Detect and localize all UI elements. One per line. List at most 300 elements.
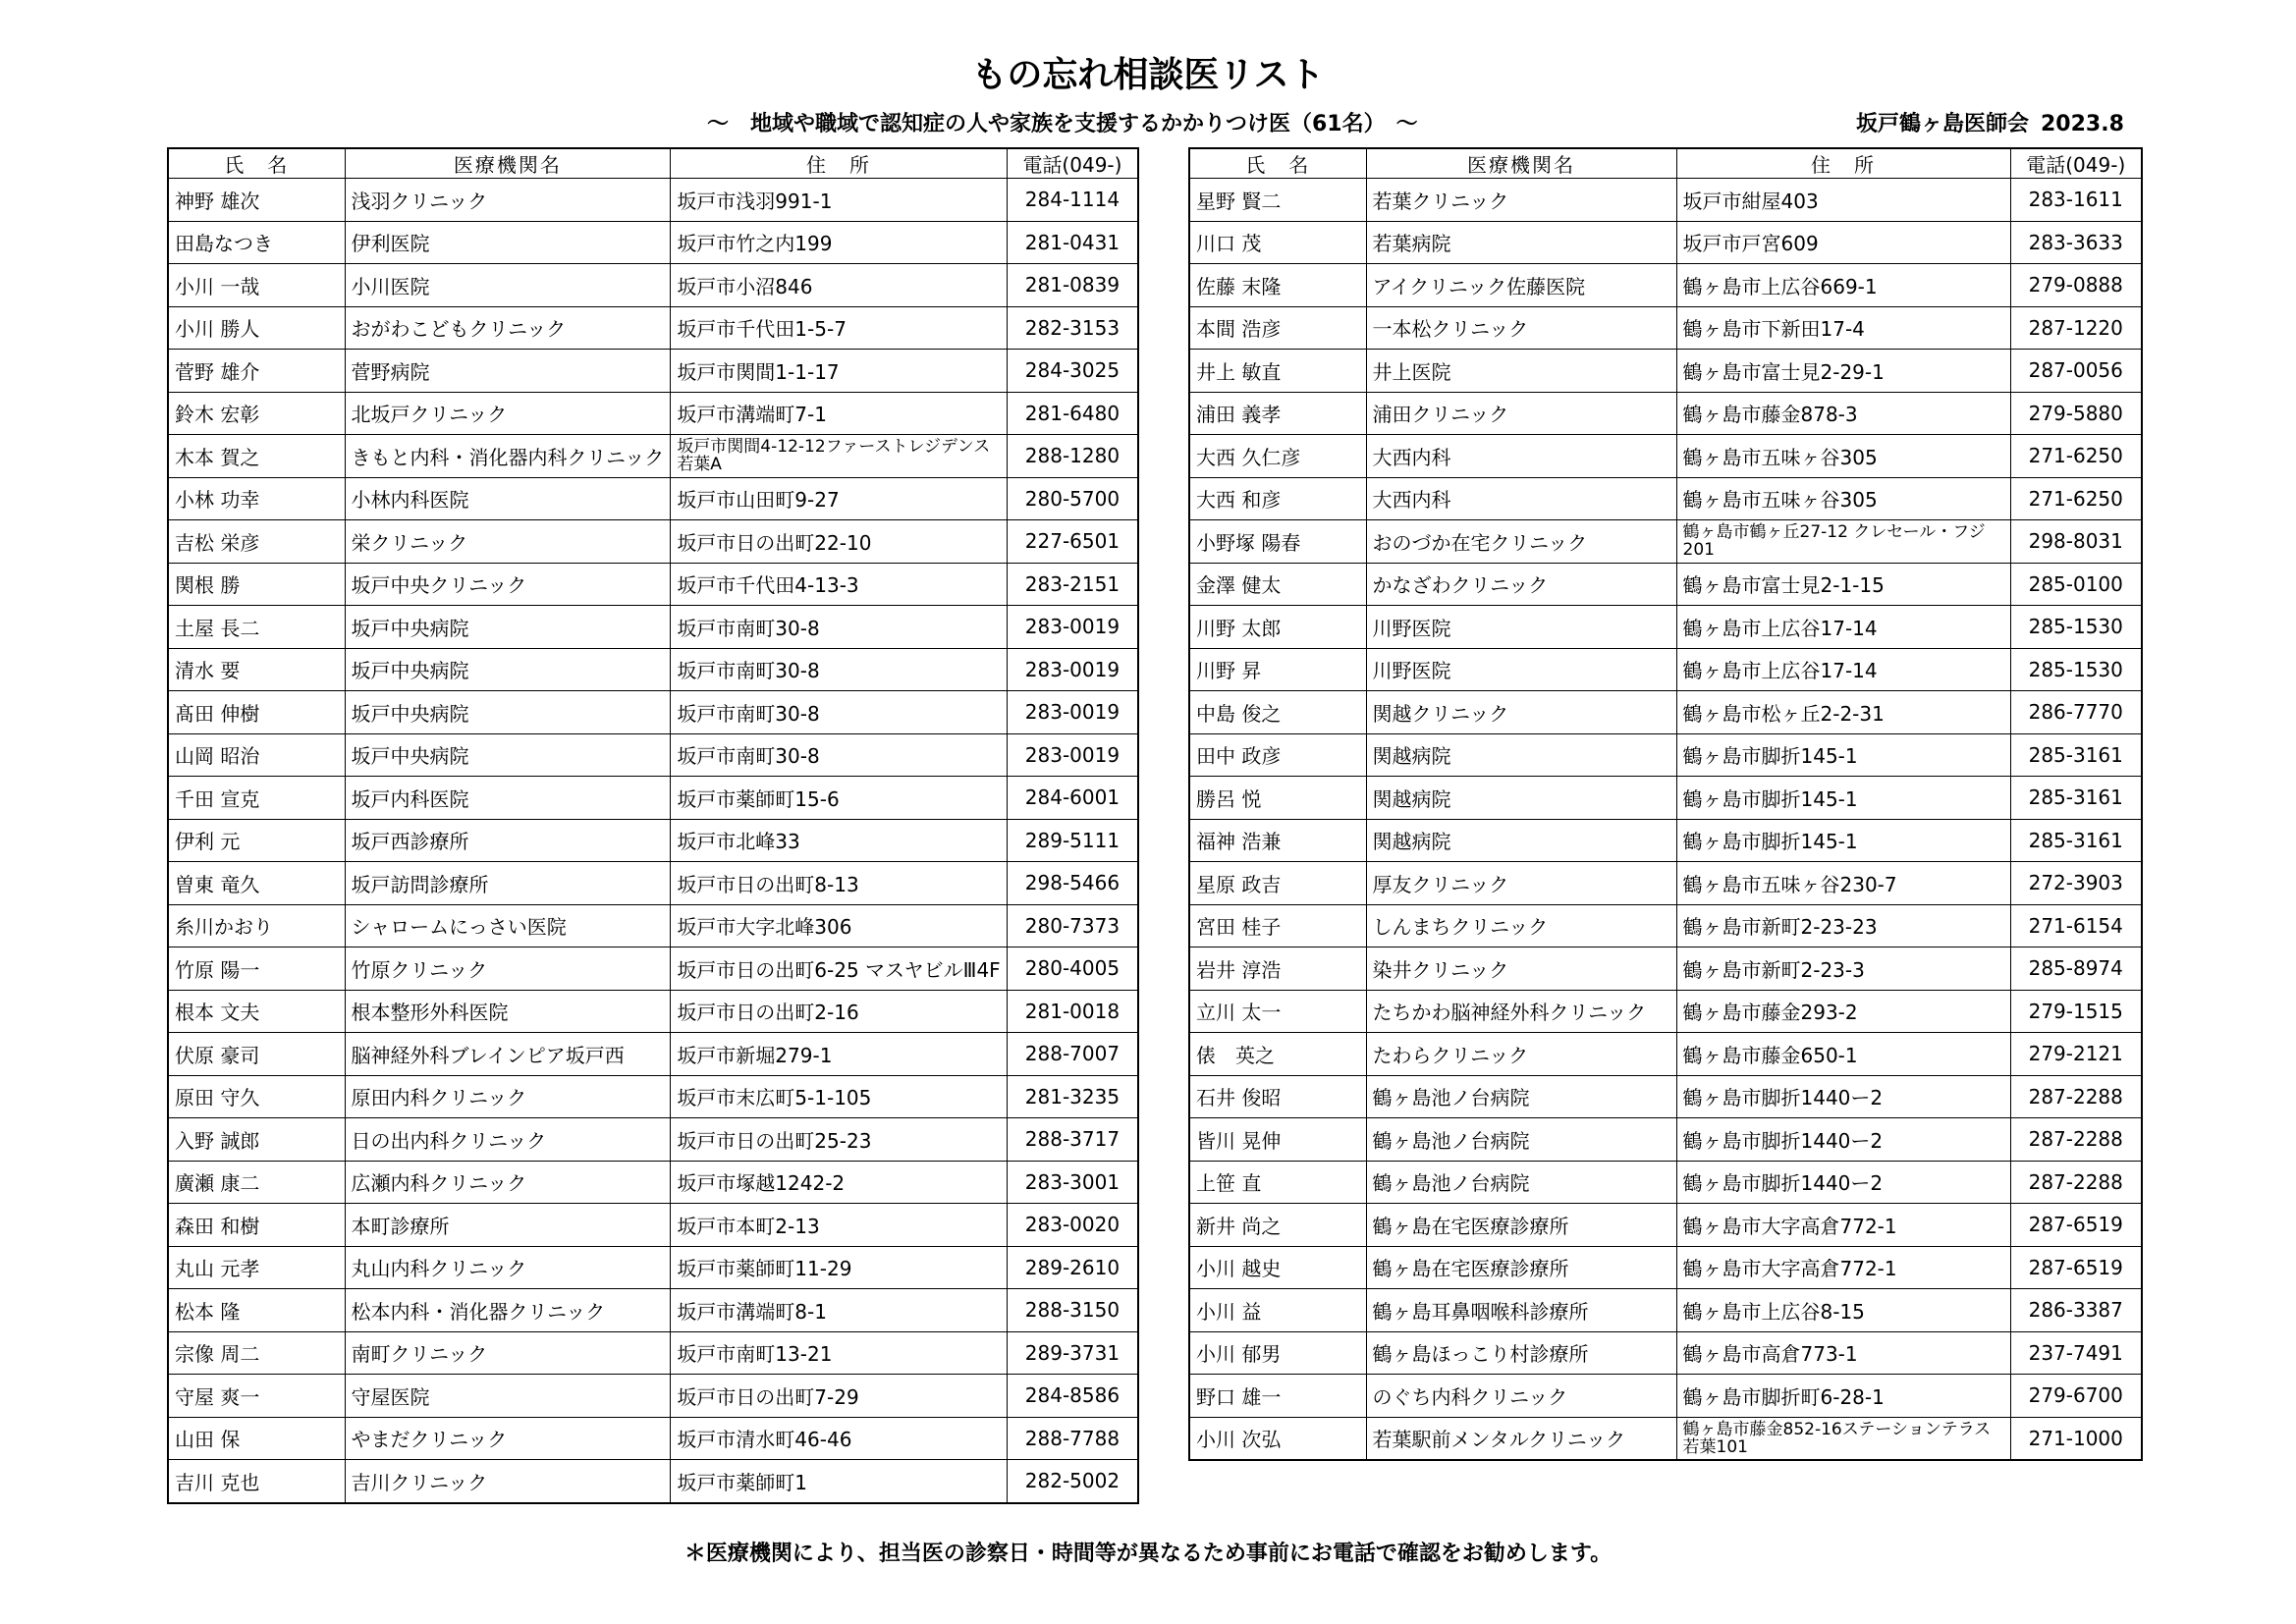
clinic-name-cell: 大西内科 xyxy=(1366,477,1676,520)
phone-cell: 280-5700 xyxy=(1007,477,1138,520)
doctor-name-cell: 曽東 竜久 xyxy=(168,862,345,905)
address-cell: 鶴ヶ島市富士見2-1-15 xyxy=(1676,563,2010,606)
doctor-name-cell: 山田 保 xyxy=(168,1417,345,1460)
table-row xyxy=(168,435,1138,478)
table-row xyxy=(168,264,1138,307)
clinic-name-cell: きもと内科・消化器内科クリニック xyxy=(345,435,671,478)
address-cell: 坂戸市日の出町22-10 xyxy=(671,520,1007,564)
header-address: 住 所 xyxy=(671,148,1007,179)
phone-cell: 288-1280 xyxy=(1007,435,1138,478)
doctor-name-cell: 山岡 昭治 xyxy=(168,733,345,777)
page-subtitle: ～ 地域や職域で認知症の人や家族を支援するかかりつけ医（61名） ～ xyxy=(707,112,1418,136)
table-row xyxy=(1189,777,2142,820)
phone-cell: 284-3025 xyxy=(1007,350,1138,393)
clinic-name-cell: 染井クリニック xyxy=(1366,947,1676,991)
phone-cell: 227-6501 xyxy=(1007,520,1138,564)
table-row xyxy=(1189,606,2142,649)
table-row xyxy=(1189,264,2142,307)
doctor-name-cell: 浦田 義孝 xyxy=(1189,392,1366,435)
phone-cell: 272-3903 xyxy=(2010,862,2142,905)
phone-cell: 281-0431 xyxy=(1007,221,1138,264)
phone-cell: 283-3001 xyxy=(1007,1161,1138,1204)
address-cell: 坂戸市関間4-12-12ファーストレジデンス若葉A xyxy=(671,435,1007,478)
table-row xyxy=(1189,1118,2142,1162)
doctor-name-cell: 森田 和樹 xyxy=(168,1204,345,1247)
clinic-name-cell: 北坂戸クリニック xyxy=(345,392,671,435)
clinic-name-cell: 鶴ヶ島池ノ台病院 xyxy=(1366,1075,1676,1118)
doctor-name-cell: 丸山 元孝 xyxy=(168,1246,345,1289)
clinic-name-cell: 川野医院 xyxy=(1366,606,1676,649)
clinic-name-cell: 竹原クリニック xyxy=(345,947,671,991)
clinic-name-cell: 大西内科 xyxy=(1366,435,1676,478)
table-row xyxy=(1189,1375,2142,1418)
doctor-name-cell: 大西 和彦 xyxy=(1189,477,1366,520)
doctor-name-cell: 星野 賢二 xyxy=(1189,179,1366,222)
doctor-name-cell: 関根 勝 xyxy=(168,563,345,606)
address-cell: 鶴ヶ島市五味ヶ谷305 xyxy=(1676,435,2010,478)
phone-cell: 283-0019 xyxy=(1007,733,1138,777)
table-row xyxy=(1189,1417,2142,1460)
table-row xyxy=(1189,350,2142,393)
phone-cell: 271-6154 xyxy=(2010,904,2142,947)
table-row xyxy=(168,862,1138,905)
clinic-name-cell: 浦田クリニック xyxy=(1366,392,1676,435)
address-cell: 坂戸市南町30-8 xyxy=(671,733,1007,777)
table-row xyxy=(168,520,1138,564)
doctor-name-cell: 俵 英之 xyxy=(1189,1033,1366,1076)
doctor-name-cell: 中島 俊之 xyxy=(1189,691,1366,734)
phone-cell: 285-0100 xyxy=(2010,563,2142,606)
address-cell: 鶴ヶ島市富士見2-29-1 xyxy=(1676,350,2010,393)
address-cell: 坂戸市日の出町7-29 xyxy=(671,1375,1007,1418)
address-cell: 鶴ヶ島市脚折145-1 xyxy=(1676,777,2010,820)
address-cell: 鶴ヶ島市藤金878-3 xyxy=(1676,392,2010,435)
phone-cell: 289-5111 xyxy=(1007,819,1138,862)
clinic-name-cell: たちかわ脳神経外科クリニック xyxy=(1366,990,1676,1033)
phone-cell: 298-5466 xyxy=(1007,862,1138,905)
clinic-name-cell: 栄クリニック xyxy=(345,520,671,564)
address-cell: 鶴ヶ島市上広谷17-14 xyxy=(1676,648,2010,691)
table-row xyxy=(168,1417,1138,1460)
clinic-name-cell: 小林内科医院 xyxy=(345,477,671,520)
address-cell: 坂戸市大字北峰306 xyxy=(671,904,1007,947)
doctor-name-cell: 宗像 周二 xyxy=(168,1331,345,1375)
doctor-name-cell: 松本 隆 xyxy=(168,1289,345,1332)
table-row xyxy=(1189,733,2142,777)
address-cell: 坂戸市南町30-8 xyxy=(671,691,1007,734)
clinic-name-cell: 鶴ヶ島在宅医療診療所 xyxy=(1366,1246,1676,1289)
table-row xyxy=(1189,1331,2142,1375)
phone-cell: 287-2288 xyxy=(2010,1075,2142,1118)
address-cell: 坂戸市日の出町2-16 xyxy=(671,990,1007,1033)
doctor-name-cell: 新井 尚之 xyxy=(1189,1204,1366,1247)
doctor-name-cell: 岩井 淳浩 xyxy=(1189,947,1366,991)
table-row xyxy=(1189,691,2142,734)
clinic-name-cell: 坂戸中央病院 xyxy=(345,691,671,734)
doctor-name-cell: 髙田 伸樹 xyxy=(168,691,345,734)
doctor-name-cell: 小川 郁男 xyxy=(1189,1331,1366,1375)
phone-cell: 285-3161 xyxy=(2010,819,2142,862)
phone-cell: 282-5002 xyxy=(1007,1460,1138,1503)
doctor-name-cell: 星原 政吉 xyxy=(1189,862,1366,905)
doctor-name-cell: 小野塚 陽春 xyxy=(1189,520,1366,564)
address-cell: 坂戸市塚越1242-2 xyxy=(671,1161,1007,1204)
doctor-name-cell: 入野 誠郎 xyxy=(168,1118,345,1162)
doctor-name-cell: 福神 浩兼 xyxy=(1189,819,1366,862)
address-cell: 坂戸市戸宮609 xyxy=(1676,221,2010,264)
address-cell: 鶴ヶ島市脚折1440ー2 xyxy=(1676,1118,2010,1162)
phone-cell: 286-3387 xyxy=(2010,1289,2142,1332)
clinic-name-cell: 菅野病院 xyxy=(345,350,671,393)
clinic-name-cell: 鶴ヶ島耳鼻咽喉科診療所 xyxy=(1366,1289,1676,1332)
clinic-name-cell: かなざわクリニック xyxy=(1366,563,1676,606)
phone-cell: 285-3161 xyxy=(2010,777,2142,820)
phone-cell: 280-7373 xyxy=(1007,904,1138,947)
table-row xyxy=(168,819,1138,862)
address-cell: 鶴ヶ島市新町2-23-3 xyxy=(1676,947,2010,991)
address-cell: 鶴ヶ島市下新田17-4 xyxy=(1676,306,2010,350)
doctor-name-cell: 宮田 桂子 xyxy=(1189,904,1366,947)
address-cell: 坂戸市小沼846 xyxy=(671,264,1007,307)
address-cell: 坂戸市日の出町8-13 xyxy=(671,862,1007,905)
doctor-table-left xyxy=(167,147,1139,1504)
doctor-name-cell: 本間 浩彦 xyxy=(1189,306,1366,350)
clinic-name-cell: 坂戸内科医院 xyxy=(345,777,671,820)
phone-cell: 279-5880 xyxy=(2010,392,2142,435)
doctor-name-cell: 皆川 晃伸 xyxy=(1189,1118,1366,1162)
phone-cell: 284-8586 xyxy=(1007,1375,1138,1418)
table-row xyxy=(1189,435,2142,478)
table-row xyxy=(168,1331,1138,1375)
address-cell: 鶴ヶ島市鶴ヶ丘27-12 クレセール・フジ201 xyxy=(1676,520,2010,564)
doctor-name-cell: 小川 益 xyxy=(1189,1289,1366,1332)
table-row xyxy=(1189,990,2142,1033)
phone-cell: 287-6519 xyxy=(2010,1204,2142,1247)
doctor-name-cell: 千田 宣克 xyxy=(168,777,345,820)
address-cell: 鶴ヶ島市脚折145-1 xyxy=(1676,819,2010,862)
clinic-name-cell: 根本整形外科医院 xyxy=(345,990,671,1033)
clinic-name-cell: たわらクリニック xyxy=(1366,1033,1676,1076)
phone-cell: 283-2151 xyxy=(1007,563,1138,606)
phone-cell: 289-3731 xyxy=(1007,1331,1138,1375)
phone-cell: 288-7007 xyxy=(1007,1033,1138,1076)
clinic-name-cell: 鶴ヶ島ほっこり村診療所 xyxy=(1366,1331,1676,1375)
address-cell: 鶴ヶ島市五味ヶ谷305 xyxy=(1676,477,2010,520)
address-cell: 坂戸市新堀279-1 xyxy=(671,1033,1007,1076)
phone-cell: 285-1530 xyxy=(2010,648,2142,691)
clinic-name-cell: 本町診療所 xyxy=(345,1204,671,1247)
doctor-name-cell: 伏原 豪司 xyxy=(168,1033,345,1076)
address-cell: 坂戸市南町30-8 xyxy=(671,648,1007,691)
doctor-name-cell: 小川 勝人 xyxy=(168,306,345,350)
phone-cell: 281-0839 xyxy=(1007,264,1138,307)
page-title: もの忘れ相談医リスト xyxy=(971,55,1325,95)
doctor-name-cell: 立川 太一 xyxy=(1189,990,1366,1033)
phone-cell: 285-3161 xyxy=(2010,733,2142,777)
table-row xyxy=(168,1289,1138,1332)
table-row xyxy=(1189,947,2142,991)
address-cell: 鶴ヶ島市脚折145-1 xyxy=(1676,733,2010,777)
doctor-name-cell: 守屋 爽一 xyxy=(168,1375,345,1418)
table-row xyxy=(1189,904,2142,947)
doctor-name-cell: 石井 俊昭 xyxy=(1189,1075,1366,1118)
address-cell: 坂戸市北峰33 xyxy=(671,819,1007,862)
clinic-name-cell: しんまちクリニック xyxy=(1366,904,1676,947)
table-row xyxy=(1189,1289,2142,1332)
header-address: 住 所 xyxy=(1676,148,2010,179)
phone-cell: 287-1220 xyxy=(2010,306,2142,350)
clinic-name-cell: シャロームにっさい医院 xyxy=(345,904,671,947)
table-row xyxy=(168,947,1138,991)
doctor-name-cell: 廣瀬 康二 xyxy=(168,1161,345,1204)
table-row xyxy=(1189,648,2142,691)
table-row xyxy=(1189,1033,2142,1076)
phone-cell: 287-2288 xyxy=(2010,1118,2142,1162)
doctor-name-cell: 川野 太郎 xyxy=(1189,606,1366,649)
clinic-name-cell: 若葉クリニック xyxy=(1366,179,1676,222)
doctor-name-cell: 野口 雄一 xyxy=(1189,1375,1366,1418)
address-cell: 坂戸市溝端町8-1 xyxy=(671,1289,1007,1332)
doctor-name-cell: 清水 要 xyxy=(168,648,345,691)
address-cell: 鶴ヶ島市脚折1440ー2 xyxy=(1676,1161,2010,1204)
address-cell: 坂戸市紺屋403 xyxy=(1676,179,2010,222)
address-cell: 坂戸市清水町46-46 xyxy=(671,1417,1007,1460)
address-cell: 鶴ヶ島市五味ヶ谷230-7 xyxy=(1676,862,2010,905)
phone-cell: 271-6250 xyxy=(2010,477,2142,520)
table-row xyxy=(168,1118,1138,1162)
doctor-name-cell: 上笹 直 xyxy=(1189,1161,1366,1204)
phone-cell: 284-1114 xyxy=(1007,179,1138,222)
table-row xyxy=(1189,862,2142,905)
clinic-name-cell: 一本松クリニック xyxy=(1366,306,1676,350)
clinic-name-cell: 日の出内科クリニック xyxy=(345,1118,671,1162)
clinic-name-cell: 小川医院 xyxy=(345,264,671,307)
doctor-name-cell: 竹原 陽一 xyxy=(168,947,345,991)
header-clinic: 医療機関名 xyxy=(345,148,671,179)
footer-note: ＊医療機関により、担当医の診察日・時間等が異なるため事前にお電話で確認をお勧めします。 xyxy=(683,1542,1613,1566)
table-row xyxy=(168,606,1138,649)
table-row xyxy=(1189,1204,2142,1247)
table-row xyxy=(168,1460,1138,1503)
clinic-name-cell: 松本内科・消化器クリニック xyxy=(345,1289,671,1332)
doctor-name-cell: 鈴木 宏彰 xyxy=(168,392,345,435)
address-cell: 鶴ヶ島市上広谷8-15 xyxy=(1676,1289,2010,1332)
address-cell: 坂戸市日の出町6-25 マスヤビルⅢ4F xyxy=(671,947,1007,991)
organization-name: 坂戸鶴ヶ島医師会 xyxy=(1856,112,2030,136)
address-cell: 鶴ヶ島市上広谷669-1 xyxy=(1676,264,2010,307)
clinic-name-cell: 坂戸中央クリニック xyxy=(345,563,671,606)
clinic-name-cell: 坂戸中央病院 xyxy=(345,606,671,649)
address-cell: 鶴ヶ島市大字高倉772-1 xyxy=(1676,1246,2010,1289)
phone-cell: 279-1515 xyxy=(2010,990,2142,1033)
clinic-name-cell: 川野医院 xyxy=(1366,648,1676,691)
clinic-name-cell: 関越クリニック xyxy=(1366,691,1676,734)
doctor-name-cell: 小川 一哉 xyxy=(168,264,345,307)
table-row xyxy=(1189,563,2142,606)
table-row xyxy=(168,648,1138,691)
table-header-row xyxy=(1189,148,2142,179)
issue-date: 2023.8 xyxy=(2041,112,2124,136)
table-header-row xyxy=(168,148,1138,179)
phone-cell: 283-0019 xyxy=(1007,691,1138,734)
table-row xyxy=(1189,179,2142,222)
phone-cell: 283-0020 xyxy=(1007,1204,1138,1247)
doctor-name-cell: 金澤 健太 xyxy=(1189,563,1366,606)
table-row xyxy=(168,1033,1138,1076)
address-cell: 坂戸市溝端町7-1 xyxy=(671,392,1007,435)
phone-cell: 271-6250 xyxy=(2010,435,2142,478)
doctor-name-cell: 神野 雄次 xyxy=(168,179,345,222)
clinic-name-cell: 吉川クリニック xyxy=(345,1460,671,1503)
phone-cell: 285-8974 xyxy=(2010,947,2142,991)
address-cell: 坂戸市南町30-8 xyxy=(671,606,1007,649)
clinic-name-cell: 南町クリニック xyxy=(345,1331,671,1375)
address-cell: 鶴ヶ島市藤金293-2 xyxy=(1676,990,2010,1033)
phone-cell: 285-1530 xyxy=(2010,606,2142,649)
header-name: 氏 名 xyxy=(168,148,345,179)
address-cell: 坂戸市山田町9-27 xyxy=(671,477,1007,520)
phone-cell: 283-0019 xyxy=(1007,606,1138,649)
table-row xyxy=(168,1075,1138,1118)
clinic-name-cell: アイクリニック佐藤医院 xyxy=(1366,264,1676,307)
clinic-name-cell: おがわこどもクリニック xyxy=(345,306,671,350)
address-cell: 鶴ヶ島市上広谷17-14 xyxy=(1676,606,2010,649)
phone-cell: 287-6519 xyxy=(2010,1246,2142,1289)
doctor-name-cell: 井上 敏直 xyxy=(1189,350,1366,393)
address-cell: 鶴ヶ島市大字高倉772-1 xyxy=(1676,1204,2010,1247)
phone-cell: 237-7491 xyxy=(2010,1331,2142,1375)
address-cell: 坂戸市末広町5-1-105 xyxy=(671,1075,1007,1118)
address-cell: 鶴ヶ島市松ヶ丘2-2-31 xyxy=(1676,691,2010,734)
table-row xyxy=(168,1246,1138,1289)
doctor-name-cell: 根本 文夫 xyxy=(168,990,345,1033)
doctor-name-cell: 吉川 克也 xyxy=(168,1460,345,1503)
clinic-name-cell: 浅羽クリニック xyxy=(345,179,671,222)
clinic-name-cell: 原田内科クリニック xyxy=(345,1075,671,1118)
header-tel: 電話(049-) xyxy=(1007,148,1138,179)
doctor-table-right xyxy=(1188,147,2143,1461)
table-row xyxy=(168,904,1138,947)
table-row xyxy=(1189,1075,2142,1118)
table-row xyxy=(168,1375,1138,1418)
doctor-name-cell: 小林 功幸 xyxy=(168,477,345,520)
address-cell: 鶴ヶ島市新町2-23-23 xyxy=(1676,904,2010,947)
table-row xyxy=(168,777,1138,820)
clinic-name-cell: 関越病院 xyxy=(1366,777,1676,820)
address-cell: 坂戸市薬師町1 xyxy=(671,1460,1007,1503)
clinic-name-cell: のぐち内科クリニック xyxy=(1366,1375,1676,1418)
table-row xyxy=(168,306,1138,350)
address-cell: 坂戸市日の出町25-23 xyxy=(671,1118,1007,1162)
doctor-name-cell: 田中 政彦 xyxy=(1189,733,1366,777)
clinic-name-cell: 厚友クリニック xyxy=(1366,862,1676,905)
table-row xyxy=(168,563,1138,606)
doctor-name-cell: 菅野 雄介 xyxy=(168,350,345,393)
table-row xyxy=(168,477,1138,520)
clinic-name-cell: 鶴ヶ島池ノ台病院 xyxy=(1366,1161,1676,1204)
address-cell: 鶴ヶ島市藤金650-1 xyxy=(1676,1033,2010,1076)
clinic-name-cell: 脳神経外科ブレインピア坂戸西 xyxy=(345,1033,671,1076)
address-cell: 坂戸市南町13-21 xyxy=(671,1331,1007,1375)
clinic-name-cell: 若葉駅前メンタルクリニック xyxy=(1366,1417,1676,1460)
doctor-name-cell: 田島なつき xyxy=(168,221,345,264)
doctor-name-cell: 小川 越史 xyxy=(1189,1246,1366,1289)
doctor-name-cell: 原田 守久 xyxy=(168,1075,345,1118)
clinic-name-cell: 守屋医院 xyxy=(345,1375,671,1418)
clinic-name-cell: 坂戸西診療所 xyxy=(345,819,671,862)
phone-cell: 282-3153 xyxy=(1007,306,1138,350)
clinic-name-cell: 鶴ヶ島在宅医療診療所 xyxy=(1366,1204,1676,1247)
table-row xyxy=(168,179,1138,222)
doctor-name-cell: 木本 賀之 xyxy=(168,435,345,478)
clinic-name-cell: 関越病院 xyxy=(1366,733,1676,777)
doctor-name-cell: 勝呂 悦 xyxy=(1189,777,1366,820)
table-row xyxy=(1189,1161,2142,1204)
clinic-name-cell: 関越病院 xyxy=(1366,819,1676,862)
table-row xyxy=(168,221,1138,264)
address-cell: 坂戸市本町2-13 xyxy=(671,1204,1007,1247)
table-row xyxy=(168,990,1138,1033)
address-cell: 坂戸市千代田4-13-3 xyxy=(671,563,1007,606)
address-cell: 鶴ヶ島市脚折1440ー2 xyxy=(1676,1075,2010,1118)
address-cell: 坂戸市千代田1-5-7 xyxy=(671,306,1007,350)
address-cell: 坂戸市浅羽991-1 xyxy=(671,179,1007,222)
table-row xyxy=(1189,1246,2142,1289)
phone-cell: 283-1611 xyxy=(2010,179,2142,222)
phone-cell: 283-3633 xyxy=(2010,221,2142,264)
header-clinic: 医療機関名 xyxy=(1366,148,1676,179)
clinic-name-cell: おのづか在宅クリニック xyxy=(1366,520,1676,564)
doctor-name-cell: 大西 久仁彦 xyxy=(1189,435,1366,478)
phone-cell: 287-2288 xyxy=(2010,1161,2142,1204)
phone-cell: 288-7788 xyxy=(1007,1417,1138,1460)
address-cell: 鶴ヶ島市藤金852-16ステーションテラス若葉101 xyxy=(1676,1417,2010,1460)
table-row xyxy=(168,733,1138,777)
table-row xyxy=(168,350,1138,393)
phone-cell: 279-2121 xyxy=(2010,1033,2142,1076)
table-row xyxy=(1189,306,2142,350)
phone-cell: 289-2610 xyxy=(1007,1246,1138,1289)
phone-cell: 279-6700 xyxy=(2010,1375,2142,1418)
table-row xyxy=(168,392,1138,435)
address-cell: 坂戸市薬師町11-29 xyxy=(671,1246,1007,1289)
table-row xyxy=(168,1161,1138,1204)
clinic-name-cell: 広瀬内科クリニック xyxy=(345,1161,671,1204)
clinic-name-cell: 井上医院 xyxy=(1366,350,1676,393)
table-row xyxy=(1189,221,2142,264)
header-name: 氏 名 xyxy=(1189,148,1366,179)
table-row xyxy=(168,691,1138,734)
address-cell: 坂戸市薬師町15-6 xyxy=(671,777,1007,820)
doctor-name-cell: 吉松 栄彦 xyxy=(168,520,345,564)
phone-cell: 281-0018 xyxy=(1007,990,1138,1033)
phone-cell: 284-6001 xyxy=(1007,777,1138,820)
phone-cell: 288-3717 xyxy=(1007,1118,1138,1162)
table-row xyxy=(1189,477,2142,520)
doctor-name-cell: 伊利 元 xyxy=(168,819,345,862)
phone-cell: 281-3235 xyxy=(1007,1075,1138,1118)
clinic-name-cell: 若葉病院 xyxy=(1366,221,1676,264)
address-cell: 鶴ヶ島市脚折町6-28-1 xyxy=(1676,1375,2010,1418)
table-row xyxy=(168,1204,1138,1247)
address-cell: 坂戸市竹之内199 xyxy=(671,221,1007,264)
phone-cell: 283-0019 xyxy=(1007,648,1138,691)
clinic-name-cell: 坂戸中央病院 xyxy=(345,733,671,777)
address-cell: 鶴ヶ島市高倉773-1 xyxy=(1676,1331,2010,1375)
phone-cell: 279-0888 xyxy=(2010,264,2142,307)
doctor-name-cell: 川口 茂 xyxy=(1189,221,1366,264)
clinic-name-cell: 坂戸訪問診療所 xyxy=(345,862,671,905)
